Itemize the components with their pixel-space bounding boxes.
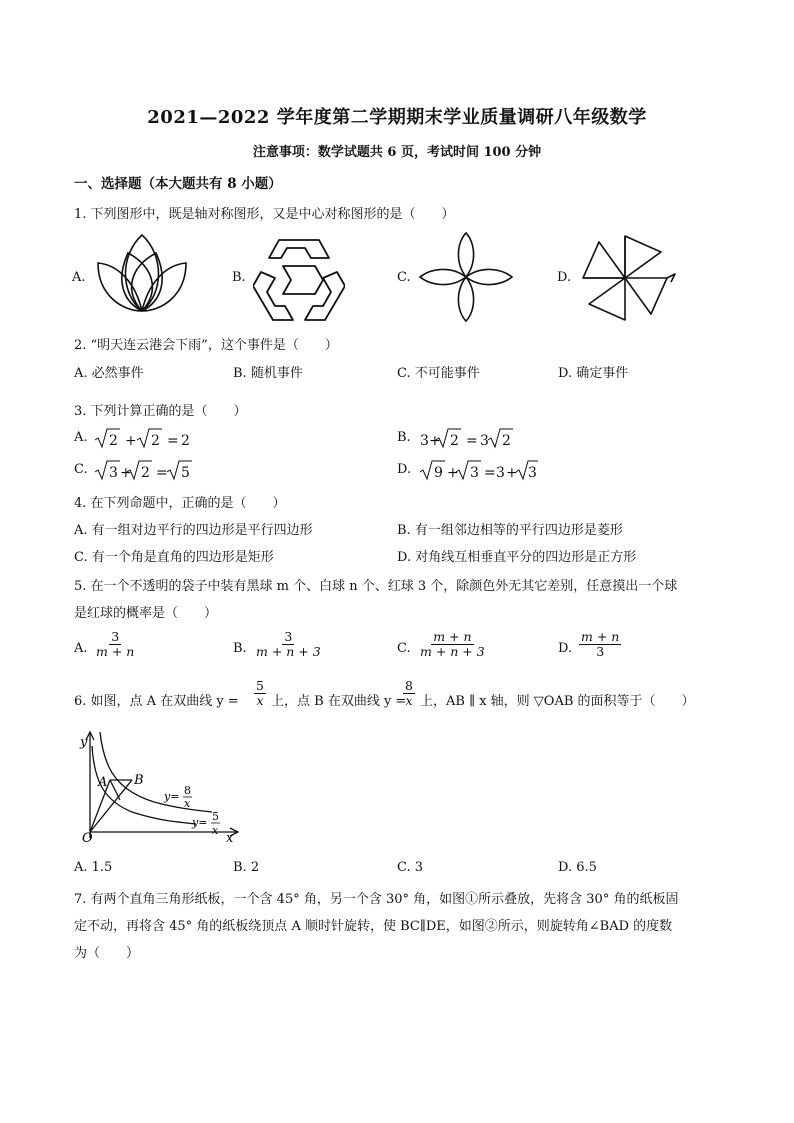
svg-text:3: 3 [528,465,537,481]
q6-fraction-8: $\frac{8}{x}$ [405,678,413,709]
q5-option-c-label: C. [397,641,411,656]
pinwheel-figure [575,232,679,324]
q6-option-d: D. 6.5 [558,860,597,875]
svg-text:2: 2 [109,433,118,449]
q4-option-a: A. 有一组对边平行的四边形是平行四边形 [74,523,313,538]
q3-option-a-expression [93,426,193,452]
q2-option-a: A. 必然事件 [74,366,144,381]
question-2-stem: 2. “明天连云港会下雨”，这个事件是（ ） [74,338,338,353]
q6-fraction-5: $\frac{5}{x}$ [256,678,264,709]
q2-option-b: B. 随机事件 [233,366,303,381]
q3-option-c-expression [93,458,193,484]
question-3-stem: 3. 下列计算正确的是（ ） [74,404,247,419]
svg-text:3: 3 [480,433,489,449]
q1-option-c-label: C. [397,270,411,285]
graph-y-label: y [80,735,88,750]
q5-option-a-fraction: $\frac{3}{m + n}$ [96,629,135,660]
q4-option-d: D. 对角线互相垂直平分的四边形是正方形 [397,550,637,565]
svg-text:2: 2 [151,433,160,449]
svg-text:+: + [429,433,441,449]
svg-text:3: 3 [470,465,479,481]
section-heading: 一、选择题（本大题共有 8 小题） [74,176,282,192]
svg-text:+: + [506,465,518,481]
q5-option-a-label: A. [74,641,88,656]
svg-text:3: 3 [109,465,118,481]
q1-option-b-label: B. [232,270,246,285]
svg-text:=: = [484,465,496,481]
svg-text:2: 2 [181,433,190,449]
svg-text:3: 3 [496,465,505,481]
svg-text:x: x [212,824,219,837]
q6-option-a: A. 1.5 [74,860,113,875]
hyperbola-graph [76,728,242,848]
svg-text:9: 9 [434,465,443,481]
svg-text:=: = [167,433,179,449]
q4-option-b: B. 有一组邻边相等的平行四边形是菱形 [397,523,623,538]
question-7-line1: 7. 有两个直角三角形纸板，一个含 45° 角，另一个含 30° 角，如图①所示叠放，先将含 30° 角的纸板固 [74,892,679,907]
svg-text:=: = [466,433,478,449]
svg-text:2: 2 [502,433,511,449]
svg-text:8: 8 [184,784,191,797]
graph-x-label: x [226,831,234,846]
graph-curve-5-label: y= [192,816,208,829]
svg-text:5: 5 [212,810,219,823]
question-7-line3: 为（ ） [74,946,140,961]
q5-option-c-fraction: $\frac{m + n}{m + n + 3}$ [420,629,485,660]
question-7-line2: 定不动，再将含 45° 角的纸板绕顶点 A 顺时针旋转，使 BC∥DE，如图②所示，则旋转角∠BAD 的度数 [74,919,673,934]
svg-text:+: + [125,433,137,449]
q4-option-c: C. 有一个角是直角的四边形是矩形 [74,550,274,565]
svg-text:5: 5 [181,465,190,481]
lotus-figure [92,233,192,318]
svg-text:=: = [156,465,168,481]
svg-text:2: 2 [450,433,459,449]
hexagon-figure [253,236,345,321]
q5-option-d-fraction: $\frac{m + n}{3}$ [581,629,620,660]
graph-point-a-label: A [98,775,108,790]
question-1-stem: 1. 下列图形中，既是轴对称图形，又是中心对称图形的是（ ） [74,207,455,222]
svg-text:3: 3 [420,433,429,449]
q1-option-d-label: D. [557,270,572,285]
q5-option-b-label: B. [233,641,247,656]
svg-text:x: x [184,797,191,810]
q3-option-b-expression [418,426,518,452]
question-4-stem: 4. 在下列命题中，正确的是（ ） [74,496,286,511]
four-petal-figure [418,231,514,323]
svg-text:+: + [447,465,459,481]
question-6-stem-part2: 上，点 B 在双曲线 y = [271,694,407,709]
q5-option-d-label: D. [558,641,573,656]
q5-option-b-fraction: $\frac{3}{m + n + 3}$ [256,629,321,660]
graph-origin-label: O [82,831,93,846]
q3-option-c-label: C. [74,462,88,477]
q3-option-b-label: B. [397,430,411,445]
page-title: 2021—2022 学年度第二学期期末学业质量调研八年级数学 [147,107,647,128]
svg-text:2: 2 [141,465,150,481]
svg-text:+: + [120,465,132,481]
q6-option-c: C. 3 [397,860,424,875]
q2-option-c: C. 不可能事件 [397,366,480,381]
q3-option-a-label: A. [74,430,88,445]
q1-option-a-label: A. [72,270,86,285]
graph-point-b-label: B [134,773,144,788]
question-6-stem-part1: 6. 如图，点 A 在双曲线 y = [74,694,239,709]
q3-option-d-expression [418,458,538,484]
graph-curve-8-label: y= [164,790,180,803]
question-5-line1: 5. 在一个不透明的袋子中装有黑球 m 个、白球 n 个、红球 3 个，除颜色外无其它差别，任意摸出一个球 [74,579,678,594]
exam-notice: 注意事项：数学试题共 6 页，考试时间 100 分钟 [252,145,542,160]
question-5-line2: 是红球的概率是（ ） [74,606,218,621]
question-6-stem-part3: 上，AB ∥ x 轴，则 ▽OAB 的面积等于（ ） [420,694,695,709]
q6-option-b: B. 2 [233,860,260,875]
q3-option-d-label: D. [397,462,412,477]
q2-option-d: D. 确定事件 [558,366,629,381]
